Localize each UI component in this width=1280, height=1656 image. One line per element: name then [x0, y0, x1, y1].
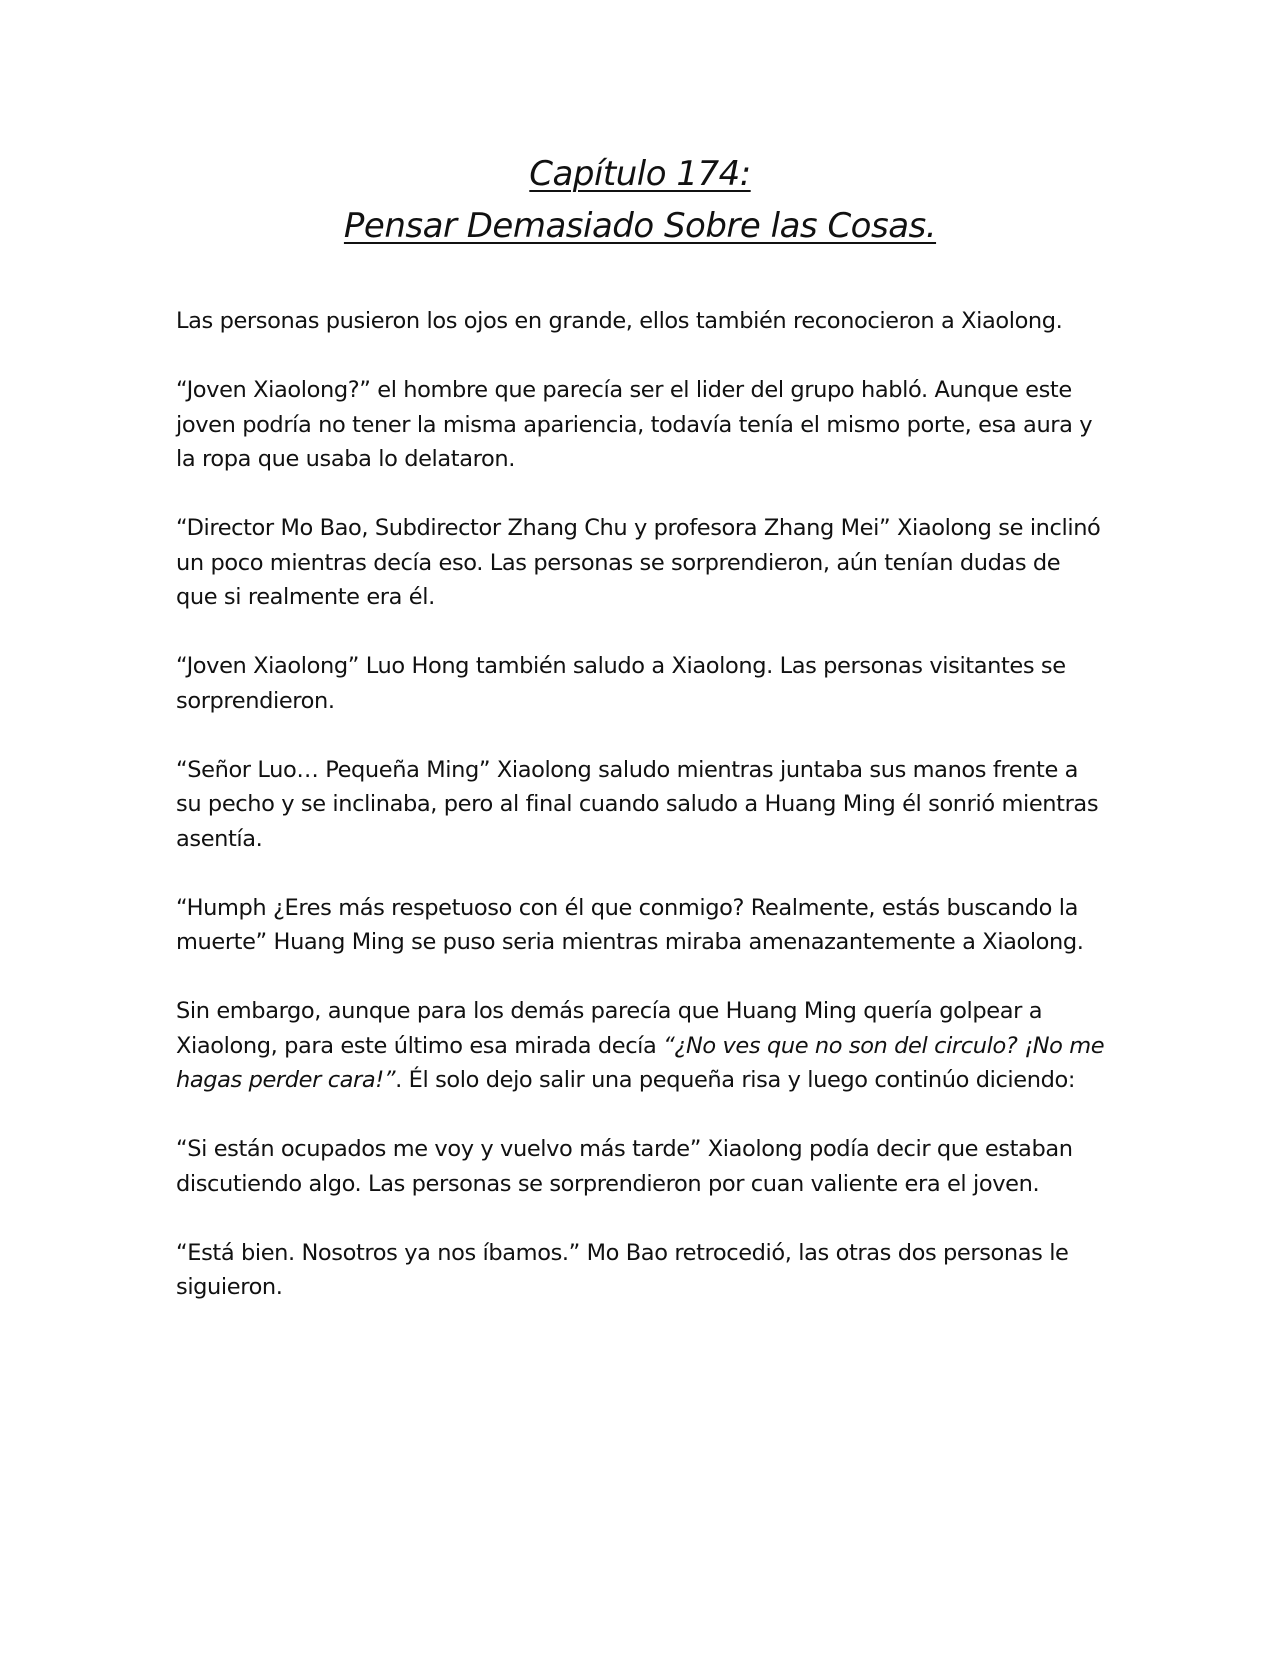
chapter-title — [0, 148, 1280, 252]
paragraph-text: Sin embargo, aunque para los demás parecía que Huang Ming quería golpear a Xiaolong, para este último esa mirada decía — [176, 998, 1043, 1059]
italic-quote: “¿No ves que no son del circulo? ¡No me hagas perder cara!” — [176, 1032, 1105, 1093]
chapter-number: Capítulo 174: — [529, 154, 751, 194]
paragraph: “Joven Xiaolong” Luo Hong también saludo a Xiaolong. Las personas visitantes se sorprendieron. — [176, 653, 1066, 714]
paragraph: “Joven Xiaolong?” el hombre que parecía ser el lider del grupo habló. Aunque este joven podría no tener la misma apariencia, todavía tenía el mismo porte, esa aura y la ropa que usaba lo delataron. — [176, 377, 1093, 472]
paragraph-text: . Él solo dejo salir una pequeña risa y luego continúo diciendo: — [395, 1067, 1076, 1093]
paragraph — [176, 994, 1106, 1098]
paragraph: Las personas pusieron los ojos en grande, ellos también reconocieron a Xiaolong. — [176, 308, 1063, 334]
chapter-name: Pensar Demasiado Sobre las Cosas. — [343, 206, 937, 246]
chapter-body — [176, 304, 1106, 1305]
paragraph: “Está bien. Nosotros ya nos íbamos.” Mo Bao retrocedió, las otras dos personas le siguieron. — [176, 1239, 1069, 1300]
paragraph: “Humph ¿Eres más respetuoso con él que conmigo? Realmente, estás buscando la muerte” Huang Ming se puso seria mientras miraba amenazantemente a Xiaolong. — [176, 894, 1084, 955]
paragraph: “Director Mo Bao, Subdirector Zhang Chu y profesora Zhang Mei” Xiaolong se inclinó un poco mientras decía eso. Las personas se sorprendieron, aún tenían dudas de que si realmente era él. — [176, 515, 1101, 610]
paragraph: “Si están ocupados me voy y vuelvo más tarde” Xiaolong podía decir que estaban discutiendo algo. Las personas se sorprendieron por cuan valiente era el joven. — [176, 1136, 1073, 1197]
paragraph: “Señor Luo… Pequeña Ming” Xiaolong saludo mientras juntaba sus manos frente a su pecho y se inclinaba, pero al final cuando saludo a Huang Ming él sonrió mientras asentía. — [176, 756, 1099, 852]
